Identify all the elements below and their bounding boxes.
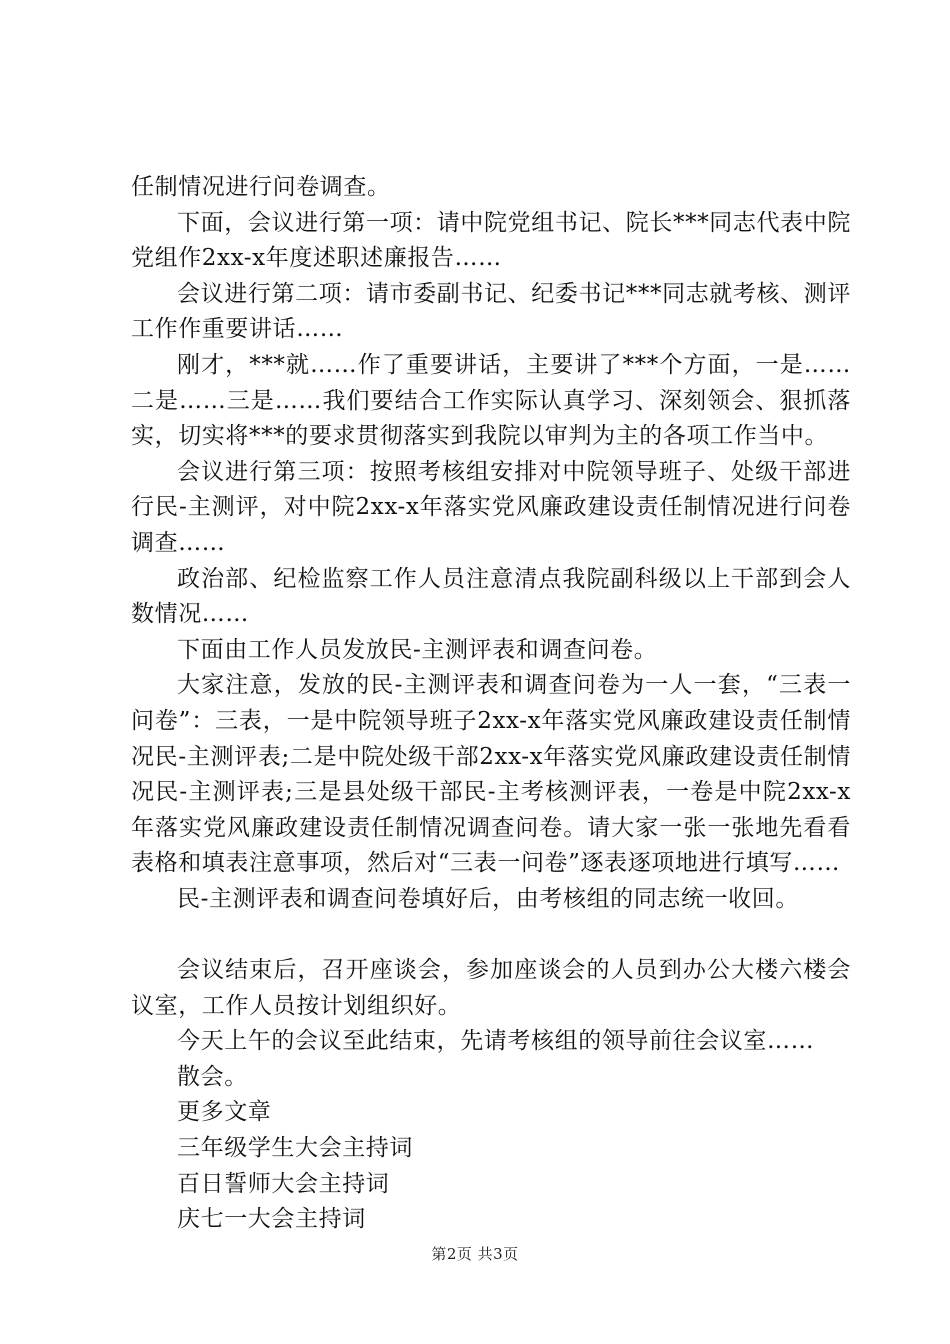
paragraph-adjourn: 散会。 — [177, 1063, 248, 1090]
article-link[interactable]: 百日誓师大会主持词 — [177, 1170, 390, 1197]
paragraph-discussion: 会议结束后，召开座谈会，参加座谈会的人员到办公大楼六楼会议室，工作人员按计划组织好。 — [131, 957, 851, 1019]
more-articles-heading: 更多文章 — [177, 1099, 272, 1126]
paragraph-spacer — [131, 917, 851, 953]
paragraph-attendance-check: 政治部、纪检监察工作人员注意清点我院副科级以上干部到会人数情况…… — [131, 565, 851, 628]
paragraph-distribution: 下面由工作人员发放民-主测评表和调查问卷。 — [177, 636, 658, 663]
paragraph-item-three: 会议进行第三项：按照考核组安排对中院领导班子、处级干部进行民-主测评，对中院2xx-x年落实党风廉政建设责任制情况进行问卷调查…… — [131, 458, 851, 556]
page-number: 第2页 共3页 — [431, 1245, 519, 1263]
document-body — [131, 170, 851, 1238]
article-link[interactable]: 庆七一大会主持词 — [177, 1206, 366, 1233]
paragraph-item-one: 下面，会议进行第一项：请中院党组书记、院长***同志代表中院党组作2xx-x年度述职述廉报告…… — [131, 209, 851, 272]
more-articles-list — [131, 1095, 851, 1237]
paragraph-instructions: 大家注意，发放的民-主测评表和调查问卷为一人一套，“三表一问卷”：三表，一是中院领导班子2xx-x年落实党风廉政建设责任制情况民-主测评表;二是中院处级干部2xx-x年落实党风廉政建设责任制情况民-主测评表;三是县处级干部民-主考核测评表，一卷是中院2xx-x年落实党风廉政建设责任制情况调查问卷。请大家一张一张地先看看表格和填表注意事项，然后对“三表一问卷”逐表逐项地进行填写…… — [131, 672, 851, 877]
paragraph-closing: 今天上午的会议至此结束，先请考核组的领导前往会议室…… — [177, 1028, 815, 1055]
paragraph-speech-summary: 刚才，***就……作了重要讲话，主要讲了***个方面，一是……二是……三是……我们要结合工作实际认真学习、深刻领会、狠抓落实，切实将***的要求贯彻落实到我院以审判为主的各项工作当中。 — [131, 351, 851, 450]
page-footer — [0, 1243, 950, 1264]
paragraph-collection: 民-主测评表和调查问卷填好后，由考核组的同志统一收回。 — [177, 885, 799, 912]
article-link[interactable]: 三年级学生大会主持词 — [177, 1135, 413, 1162]
paragraph-continuation: 任制情况进行问卷调查。 — [131, 174, 391, 200]
paragraph-item-two: 会议进行第二项：请市委副书记、纪委书记***同志就考核、测评工作作重要讲话…… — [131, 280, 851, 343]
